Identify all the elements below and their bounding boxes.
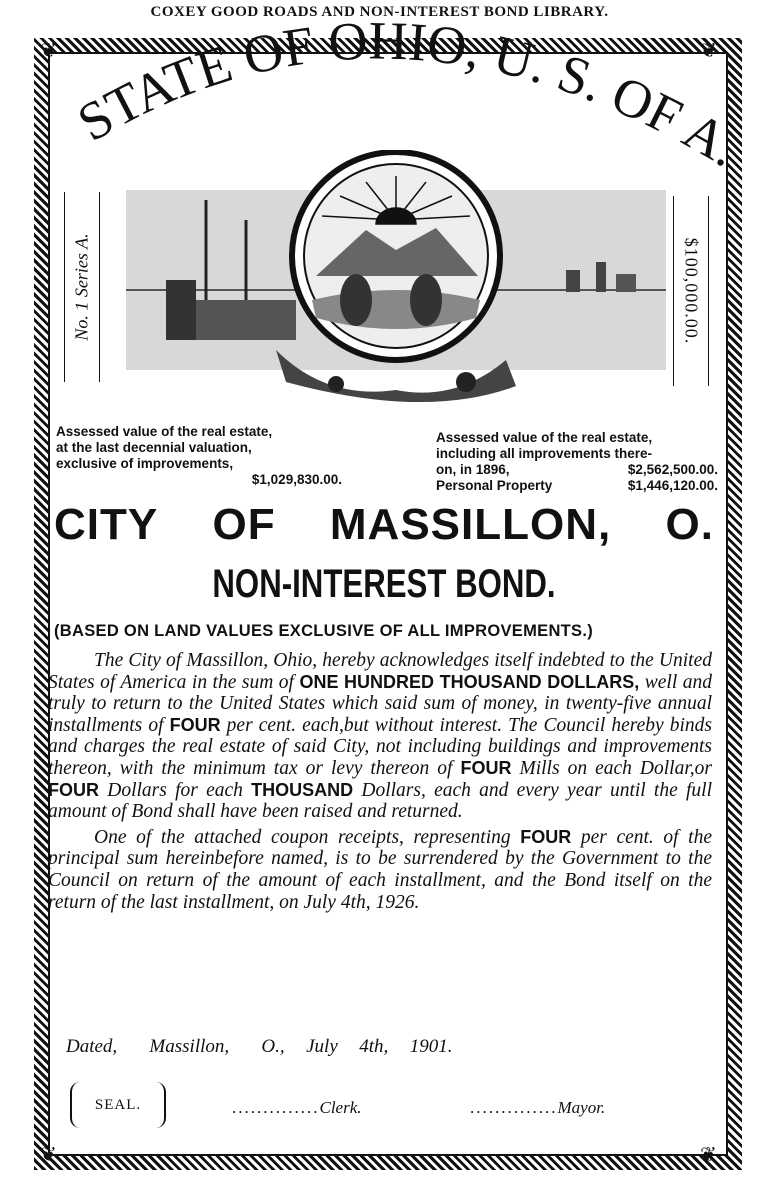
signature-dots: .............. [470,1098,558,1117]
dated-line: Dated, Massillon, O., July 4th, 1901. [66,1036,453,1057]
amount-scroll [673,196,709,386]
bond-paragraph-1: The City of Massillon, Ohio, hereby acknowledges itself indebted to the United States of America in the sum of ONE HUNDRED THOUSAND DOLLARS, well and truly to return to the United States which said sum of money, in twenty-five annual installments of FOUR per cent. each,but without interest. The Council hereby binds and charges the real estate of said City, not including buildings and improvements thereon, with the minimum tax or levy thereon of FOUR Mills on each Dollar,or FOUR Dollars for each THOUSAND Dollars, each and every year until the full amount of Bond shall have been raised and returned. [48,650,713,823]
flourish-icon: ❦ [700,38,717,62]
assessed-left-line: Assessed value of the real estate, [56,424,273,439]
city-title [54,500,714,550]
assessed-value-left [56,424,342,488]
assessed-left-amount: $1,029,830.00. [251,472,342,487]
personal-property-amount: $1,446,120.00. [627,478,718,493]
bond-subtitle: (BASED ON LAND VALUES EXCLUSIVE OF ALL IMPROVEMENTS.) [54,622,594,640]
bond-paragraph-2: One of the attached coupon receipts, representing FOUR per cent. of the principal sum hereinbefore named, is to be surrendered by the Government to the Council on return of the amount of each installment, and the Bond itself on the return of the last installment, on July 4th, 1926. [48,826,712,913]
clerk-label: Clerk. [319,1098,362,1117]
flourish-icon: ❦ [40,38,57,62]
state-title: STATE OF OHIO, U. S. OF A. [67,10,750,179]
city-title-word: MASSILLON, [329,500,612,549]
flourish-icon: ❦ [40,1142,57,1166]
amount-label: $100,000.00. [681,237,702,345]
assessed-left-line: at the last decennial valuation, [56,440,252,455]
series-label: No. 1 Series A. [71,233,92,341]
series-scroll [64,192,100,382]
library-header: COXEY GOOD ROADS AND NON-INTEREST BOND LIBRARY. [150,4,609,20]
mayor-label: Mayor. [557,1098,606,1117]
seal-placeholder: SEAL. [70,1082,166,1128]
bond-title: NON-INTEREST BOND. [212,562,556,606]
clerk-signature-line [232,1098,362,1118]
assessed-left-line: exclusive of improvements, [56,456,234,471]
signature-dots: .............. [232,1098,320,1117]
assessed-right-label: on, in 1896, [436,462,510,477]
assessed-right-amount: $2,562,500.00. [627,462,718,477]
flourish-icon: ❦ [700,1142,717,1166]
bond-text [48,650,712,913]
assessed-right-line: including all improvements there- [436,446,653,461]
city-title-word: O. [665,500,714,549]
personal-property-label: Personal Property [436,478,553,493]
mayor-signature-line [470,1098,605,1118]
assessed-value-right [436,430,718,494]
city-title-word: CITY [54,500,159,549]
assessed-right-line: Assessed value of the real estate, [436,430,653,445]
ohio-seal-vignette [126,150,666,412]
city-title-word: OF [212,500,276,549]
